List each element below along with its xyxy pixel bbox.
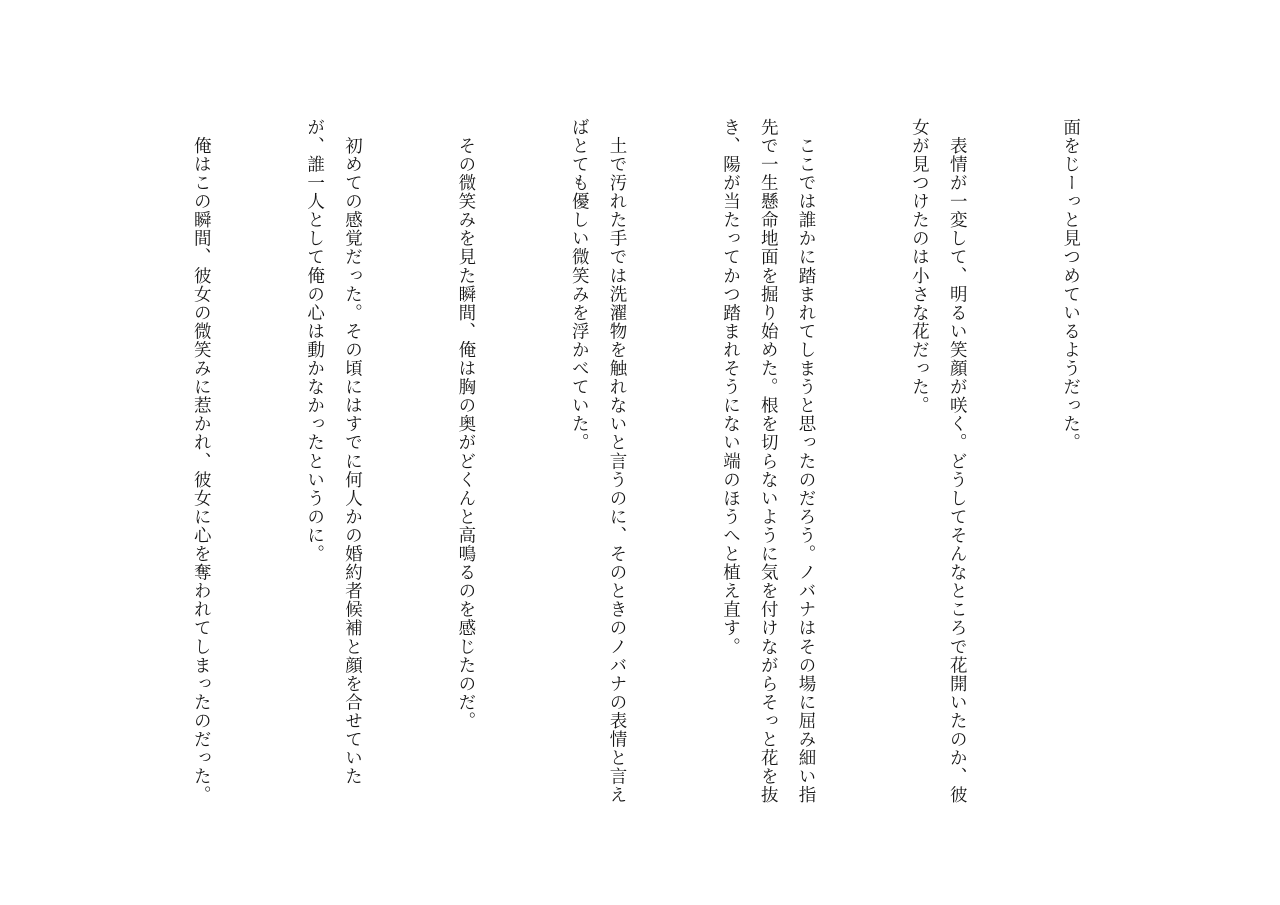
paragraph: 面をじーっと見つめているようだった。 bbox=[1060, 118, 1081, 452]
paragraph: その微笑みを見た瞬間、俺は胸の奥がどくんと高鳴るのを感じたのだ。 bbox=[455, 118, 476, 731]
paragraph: ここでは誰かに踏まれてしまうと思ったのだろう。ノバナはその場に屈み細い指先で一生懸命地面を掘り始めた。根を切らないように気を付けながらそっと花を抜き、陽が当たってかつ踏まれそうにない端のほうへと植え直す。 bbox=[720, 118, 817, 805]
paragraph: 初めての感覚だった。その頃にはすでに何人かの婚約者候補と顔を合せていたが、誰一人として俺の心は動かなかったというのに。 bbox=[304, 118, 363, 786]
paragraph: 俺はこの瞬間、彼女の微笑みに惹かれ、彼女に心を奪われてしまったのだった。 bbox=[191, 118, 212, 805]
section-gap bbox=[34, 118, 68, 818]
paragraph: 表情が一変して、明るい笑顔が咲く。どうしてそんなところで花開いたのか、彼女が見つけたのは小さな花だった。 bbox=[909, 118, 968, 805]
vertical-text-body bbox=[0, 118, 1202, 818]
paragraph: 土で汚れた手では洗濯物を触れないと言うのに、そのときのノバナの表情と言えばとても優しい微笑みを浮かべていた。 bbox=[569, 118, 628, 805]
